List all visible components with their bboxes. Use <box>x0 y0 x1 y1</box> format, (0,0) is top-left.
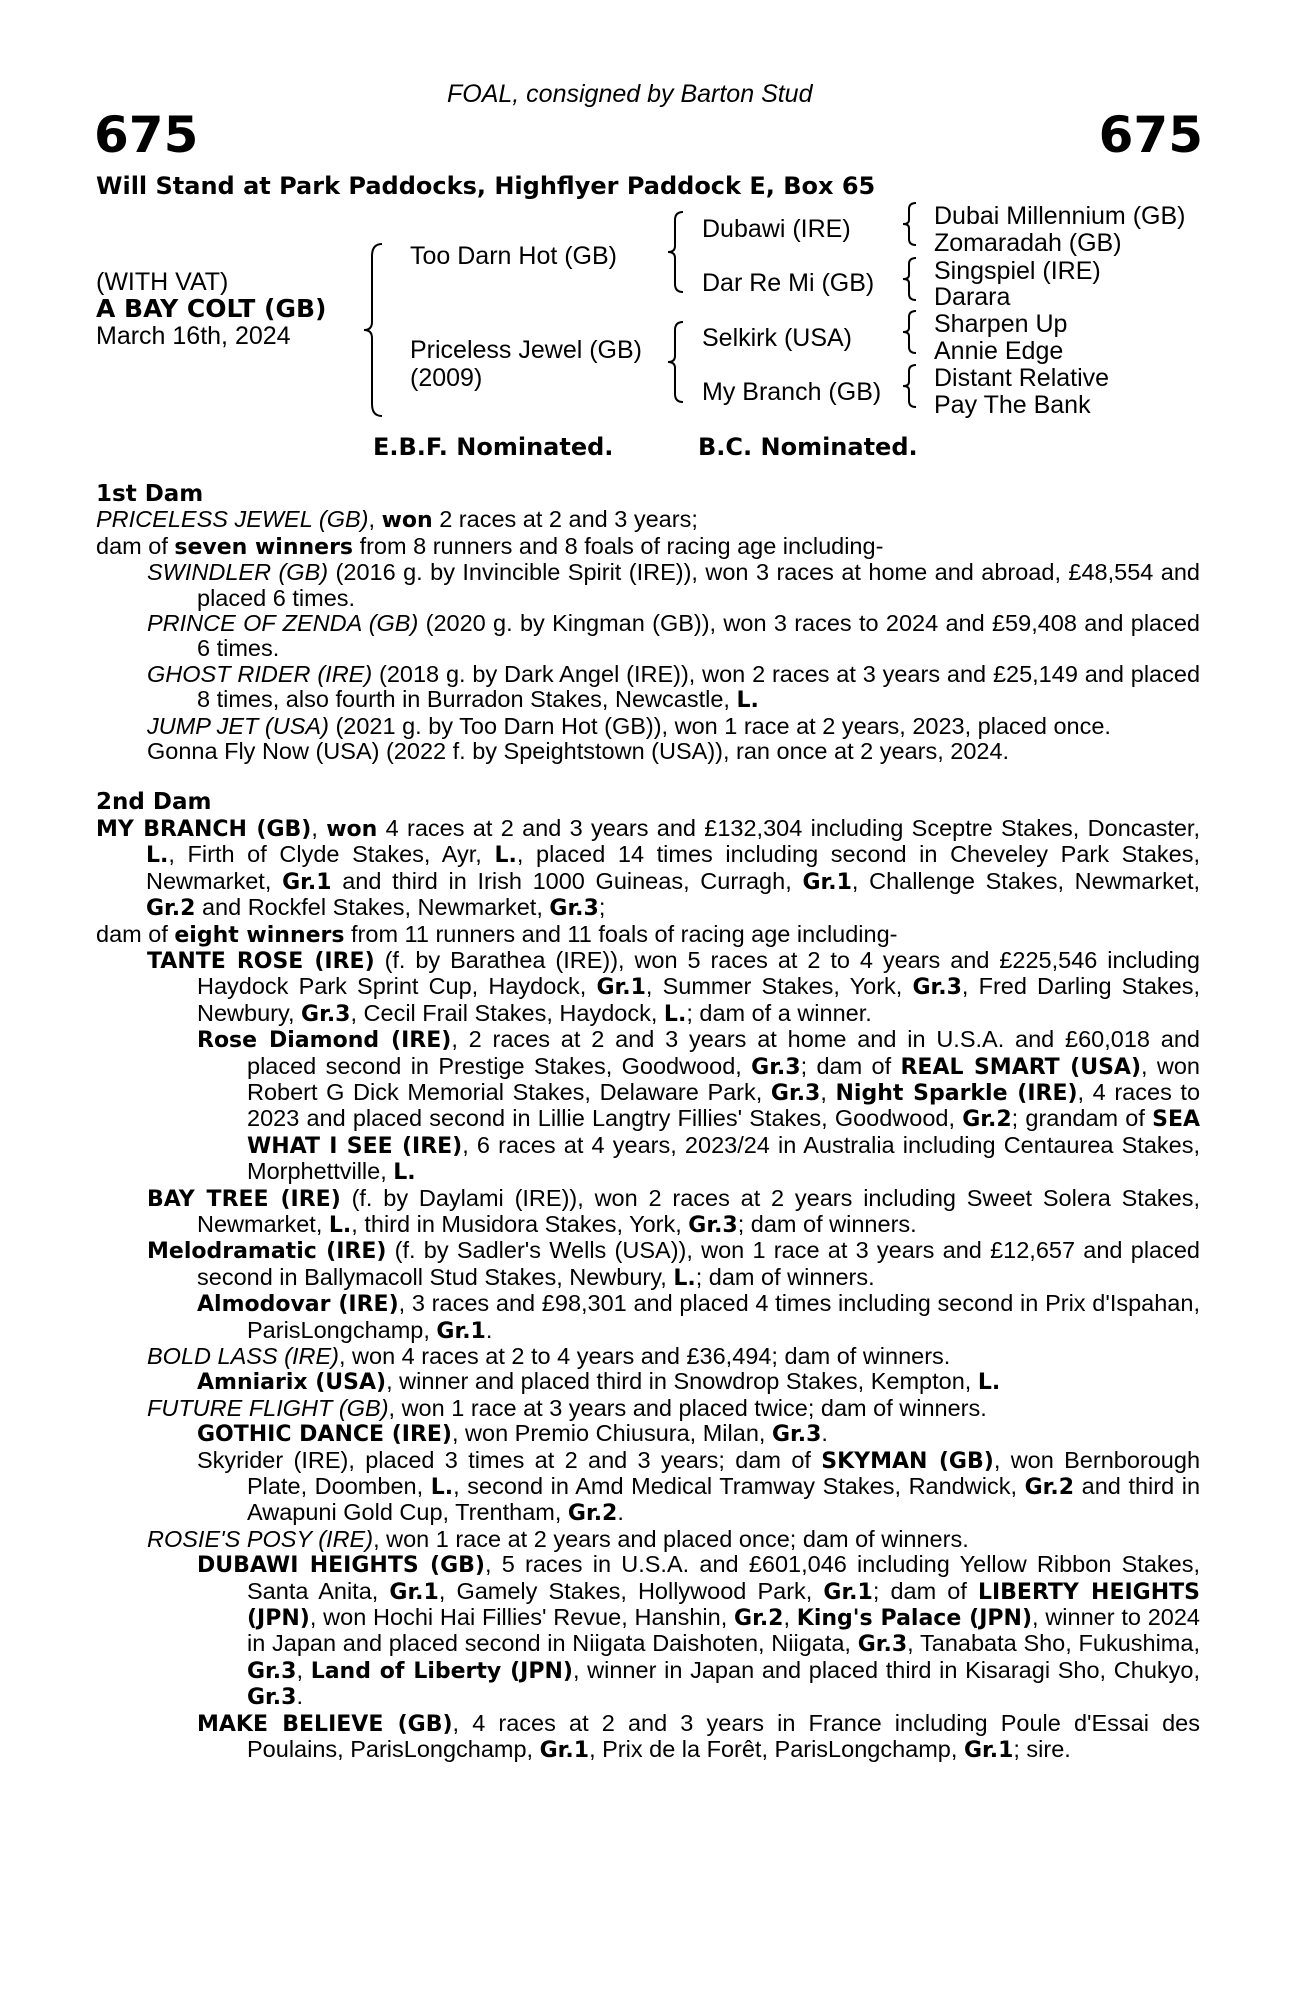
text-fragment: dam of <box>96 532 168 559</box>
consignor-line: FOAL, consigned by Barton Stud <box>447 80 813 108</box>
text-fragment: (2021 g. by Too Darn Hot (GB)), won 1 race at 2 years, 2023, placed once. <box>335 712 1111 739</box>
text-fragment: King's Palace (JPN) <box>796 1606 1033 1632</box>
entry-rosies-posy <box>96 1527 1200 1552</box>
second-dam-line: MY BRANCH (GB), won 4 races at 2 and 3 years and £132,304 including Sceptre Stakes, Doncaster, L., Firth of Clyde Stakes, Ayr, L., placed 14 times including second in Cheveley Park Stakes, Newmarket, Gr.1 and third in Irish 1000 Guineas, Curragh, Gr.1, Challenge Stakes, Newmarket, Gr.2 and Rockfel Stakes, Newmarket, Gr.3; <box>96 814 1201 922</box>
pedigree-bracket-6 <box>900 308 920 356</box>
text-fragment: , <box>783 1604 791 1631</box>
entry-bold-lass <box>96 1344 1200 1369</box>
horse-dob: March 16th, 2024 <box>96 322 291 350</box>
pedigree-dsd: Annie Edge <box>934 337 1064 365</box>
text-fragment: L. <box>494 843 517 869</box>
text-fragment: Night Sparkle (IRE) <box>835 1080 1078 1106</box>
text-fragment: , Firth of Clyde Stakes, Ayr, <box>168 841 482 868</box>
text-fragment: ; dam of <box>800 1052 892 1079</box>
text-fragment: , won Bernborough Plate, Doomben, <box>247 1446 1201 1500</box>
text-fragment: L. <box>663 1001 687 1027</box>
text-fragment: ; dam of <box>872 1577 967 1604</box>
text-fragment: Gr.3 <box>751 1054 801 1080</box>
text-fragment: ; dam of a winner. <box>686 999 872 1026</box>
text-fragment: BAY TREE (IRE) <box>147 1186 341 1212</box>
stand-location: Will Stand at Park Paddocks, Highflyer Paddock E, Box 65 <box>96 172 876 200</box>
text-fragment: Gr.3 <box>247 1685 297 1711</box>
pedigree-dss: Sharpen Up <box>934 310 1068 338</box>
pedigree-bracket-2 <box>665 208 689 298</box>
text-fragment: 4 races at 2 and 3 years and £132,304 including Sceptre Stakes, Doncaster, <box>385 814 1200 841</box>
text-fragment: Land of Liberty (JPN) <box>310 1658 573 1684</box>
entry-melodramatic <box>96 1238 1200 1291</box>
entry-dubawi-heights <box>96 1552 1200 1710</box>
text-fragment: Melodramatic (IRE) <box>147 1239 387 1265</box>
text-fragment: Gr.3 <box>857 1632 908 1658</box>
text-fragment: Gr.3 <box>770 1080 821 1106</box>
text-fragment: Gr.1 <box>436 1318 486 1344</box>
text-fragment: , Tanabata Sho, Fukushima, <box>907 1630 1200 1657</box>
pedigree-bracket-1 <box>360 240 390 420</box>
pedigree-sdd: Darara <box>934 283 1011 311</box>
pedigree-bracket-3 <box>665 318 689 408</box>
text-fragment: Gr.2 <box>962 1107 1012 1133</box>
text-fragment: L. <box>977 1370 1001 1396</box>
entry-skyrider <box>96 1448 1200 1527</box>
text-fragment: MAKE BELIEVE (GB) <box>197 1711 453 1737</box>
text-fragment: , won Robert G Dick Memorial Stakes, Delaware Park, <box>247 1052 1200 1105</box>
text-fragment: SEA WHAT I SEE (IRE) <box>247 1107 1201 1159</box>
text-fragment: ; dam of winners. <box>737 1210 917 1237</box>
text-fragment: (2016 g. by Invincible Spirit (IRE)), won 3 races at home and abroad, £48,554 and placed 6 times. <box>197 559 1201 611</box>
text-fragment: , Gamely Stakes, Hollywood Park, <box>438 1577 813 1604</box>
text-fragment: L. <box>673 1265 696 1291</box>
text-fragment: , won Premio Chiusura, Milan, <box>451 1420 766 1447</box>
first-dam-line: PRICELESS JEWEL (GB), won 2 races at 2 and 3 years; <box>96 506 698 534</box>
text-fragment: Gr.3 <box>247 1658 297 1684</box>
text-fragment: JUMP JET (USA) <box>147 712 329 739</box>
text-fragment: and Rockfel Stakes, Newmarket, <box>201 894 543 921</box>
text-fragment: SKYMAN (GB) <box>821 1448 994 1474</box>
pedigree-dam-year: (2009) <box>410 364 483 392</box>
pedigree-dam-sire: Selkirk (USA) <box>702 324 853 352</box>
bc-nominated: B.C. Nominated. <box>698 433 918 461</box>
second-dam-heading: 2nd Dam <box>96 789 212 816</box>
text-fragment: . <box>485 1316 493 1343</box>
pedigree-sire: Too Darn Hot (GB) <box>410 242 618 270</box>
text-fragment: L. <box>146 843 169 869</box>
text-fragment: (f. by Daylami (IRE)), won 2 races at 2 years including Sweet Solera Stakes, Newmarket, <box>197 1184 1200 1237</box>
text-fragment: , 4 races at 2 and 3 years in France including Poule d'Essai des Poulains, ParisLongchamp, <box>247 1709 1200 1763</box>
text-fragment: eight winners <box>174 922 345 948</box>
text-fragment: , 6 races at 4 years, 2023/24 in Australia including Centaurea Stakes, Morphettville, <box>247 1131 1200 1185</box>
pedigree-dds: Distant Relative <box>934 364 1110 392</box>
first-dam-produce-line <box>96 534 1200 560</box>
pedigree-ssd: Zomaradah (GB) <box>934 229 1122 257</box>
text-fragment: , third in Musidora Stakes, York, <box>351 1210 682 1237</box>
text-fragment: , winner to 2024 in Japan and placed second in Niigata Daishoten, Niigata, <box>247 1604 1200 1657</box>
text-fragment: ; dam of winners. <box>695 1263 875 1290</box>
offspring-ghost-rider <box>96 662 1200 714</box>
text-fragment: , second in Amd Medical Tramway Stakes, Randwick, <box>453 1473 1017 1500</box>
text-fragment: FUTURE FLIGHT (GB) <box>147 1394 389 1421</box>
text-fragment: , 4 races to 2023 and placed second in Lillie Langtry Fillies' Stakes, Goodwood, <box>247 1078 1201 1132</box>
text-fragment: Gr.3 <box>301 1001 351 1027</box>
text-fragment: , Cecil Frail Stakes, Haydock, <box>350 999 658 1026</box>
entry-make-believe <box>96 1711 1200 1764</box>
text-fragment: PRINCE OF ZENDA (GB) <box>147 610 419 637</box>
offspring-gonna-fly-now <box>96 739 1200 764</box>
offspring-prince-of-zenda <box>96 611 1200 662</box>
second-dam-produce-line <box>96 922 1200 948</box>
text-fragment: Gr.1 <box>802 869 852 895</box>
text-fragment: L. <box>328 1212 352 1238</box>
text-fragment: (f. by Sadler's Wells (USA)), won 1 race at 3 years and £12,657 and placed second in Ballymacoll Stud Stakes, Newbury, <box>197 1237 1200 1290</box>
text-fragment: SWINDLER (GB) <box>147 559 329 586</box>
text-fragment: Gr.1 <box>282 869 332 895</box>
text-fragment: from 8 runners and 8 foals of racing age including- <box>359 532 884 559</box>
text-fragment: and third in Irish 1000 Guineas, Curragh, <box>342 867 792 894</box>
pedigree-dam-dam: My Branch (GB) <box>702 378 882 406</box>
pedigree-bracket-5 <box>900 255 920 303</box>
text-fragment: , placed 14 times including second in Cheveley Park Stakes, Newmarket, <box>146 841 1200 894</box>
entry-tante-rose <box>96 948 1200 1027</box>
text-fragment: Almodovar (IRE) <box>197 1292 399 1318</box>
text-fragment: . <box>296 1683 303 1710</box>
text-fragment: , Challenge Stakes, Newmarket, <box>851 867 1201 894</box>
text-fragment: from 11 runners and 11 foals of racing age including- <box>351 920 898 947</box>
text-fragment: , <box>296 1656 303 1683</box>
pedigree-ddd: Pay The Bank <box>934 391 1091 419</box>
entry-bay-tree <box>96 1186 1200 1239</box>
text-fragment: Amniarix (USA) <box>197 1370 387 1396</box>
text-fragment: Gr.2 <box>734 1606 784 1632</box>
offspring-swindler <box>96 560 1200 611</box>
text-fragment: , winner and placed third in Snowdrop Stakes, Kempton, <box>386 1368 972 1395</box>
lot-number-right: 675 <box>1098 106 1203 164</box>
horse-name: A BAY COLT (GB) <box>96 294 327 323</box>
text-fragment: Gr.2 <box>567 1501 618 1527</box>
text-fragment: , Fred Darling Stakes, Newbury, <box>197 973 1201 1026</box>
text-fragment: Gr.1 <box>963 1738 1014 1764</box>
entry-gothic-dance <box>96 1421 1200 1447</box>
text-fragment: , won Hochi Hai Fillies' Revue, Hanshin, <box>309 1604 728 1631</box>
text-fragment: L. <box>393 1160 416 1186</box>
text-fragment: , 2 races at 2 and 3 years at home and in U.S.A. and £60,018 and placed second in Prestige Stakes, Goodwood, <box>247 1026 1200 1079</box>
entry-almodovar <box>96 1291 1200 1344</box>
text-fragment: GOTHIC DANCE (IRE) <box>197 1422 452 1448</box>
lot-number-left: 675 <box>94 106 199 164</box>
text-fragment: won <box>381 508 433 534</box>
entry-rose-diamond <box>96 1027 1200 1185</box>
pedigree-bracket-4 <box>900 200 920 248</box>
pedigree-bracket-7 <box>900 362 920 410</box>
text-fragment: dam of <box>96 920 168 947</box>
text-fragment: won <box>326 816 378 842</box>
text-fragment: BOLD LASS (IRE) <box>147 1343 339 1369</box>
text-fragment: L. <box>736 688 759 714</box>
text-fragment: Gr.3 <box>549 896 599 922</box>
text-fragment: , winner in Japan and placed third in Kisaragi Sho, Chukyo, <box>572 1656 1201 1683</box>
text-fragment: Gr.3 <box>688 1212 738 1238</box>
text-fragment: ; sire. <box>1013 1736 1071 1763</box>
entry-amniarix <box>96 1369 1200 1395</box>
text-fragment: LIBERTY HEIGHTS (JPN) <box>247 1579 1201 1632</box>
text-fragment: Gr.1 <box>389 1579 439 1605</box>
text-fragment: L. <box>430 1475 454 1501</box>
dam-name: PRICELESS JEWEL (GB) <box>96 506 369 533</box>
text-fragment: Gr.1 <box>539 1738 590 1764</box>
text-fragment: (2020 g. by Kingman (GB)), won 3 races to 2024 and £59,408 and placed 6 times. <box>197 610 1201 662</box>
text-fragment: , 3 races and £98,301 and placed 4 times including second in Prix d'Ispahan, ParisLongchamp, <box>247 1290 1200 1343</box>
text-fragment: , 5 races in U.S.A. and £601,046 including Yellow Ribbon Stakes, Santa Anita, <box>247 1551 1200 1604</box>
text-fragment: Skyrider (IRE), placed 3 times at 2 and 3 years; dam of <box>197 1446 811 1473</box>
entry-future-flight <box>96 1396 1200 1421</box>
pedigree-dam: Priceless Jewel (GB) <box>410 336 642 364</box>
text-fragment: ROSIE'S POSY (IRE) <box>147 1525 374 1552</box>
first-dam-heading: 1st Dam <box>96 481 204 507</box>
text-fragment: , won 1 race at 2 years and placed once; dam of winners. <box>373 1525 969 1552</box>
text-fragment: seven winners <box>174 534 354 560</box>
text-fragment: , Summer Stakes, York, <box>645 973 903 1000</box>
text-fragment: DUBAWI HEIGHTS (GB) <box>197 1553 485 1579</box>
vat-note: (WITH VAT) <box>96 268 229 296</box>
text-fragment: ; <box>598 894 606 921</box>
text-fragment: REAL SMART (USA) <box>900 1054 1141 1080</box>
catalogue-body <box>96 482 1200 1764</box>
text-fragment: Gr.2 <box>1024 1475 1075 1501</box>
text-fragment: Gr.1 <box>596 975 646 1001</box>
text-fragment: (2018 g. by Dark Angel (IRE)), won 2 races at 3 years and £25,149 and placed 8 times, also fourth in Burradon Stakes, Newcastle, <box>197 660 1201 713</box>
text-fragment: , <box>820 1078 827 1105</box>
text-fragment: TANTE ROSE (IRE) <box>147 948 375 974</box>
text-fragment: (f. by Barathea (IRE)), won 5 races at 2 to 4 years and £225,546 including Haydock Park Sprint Cup, Haydock, <box>197 946 1201 1000</box>
text-fragment: Gr.2 <box>146 896 196 922</box>
text-fragment: and third in Awapuni Gold Cup, Trentham, <box>247 1473 1201 1526</box>
text-fragment: Gr.1 <box>823 1579 873 1605</box>
text-fragment: , won 1 race at 3 years and placed twice; dam of winners. <box>388 1394 987 1421</box>
text-fragment: ; grandam of <box>1011 1105 1145 1132</box>
text-fragment: , Prix de la Forêt, ParisLongchamp, <box>589 1736 958 1763</box>
pedigree-sss: Dubai Millennium (GB) <box>934 202 1186 230</box>
text-fragment: . <box>821 1420 828 1447</box>
text-fragment: Gr.3 <box>912 975 962 1001</box>
text-fragment: . <box>617 1499 624 1526</box>
text-fragment: Rose Diamond (IRE) <box>197 1028 452 1054</box>
text-fragment: 2 races at 2 and 3 years; <box>439 506 698 533</box>
offspring-jump-jet <box>96 714 1200 739</box>
text-fragment: MY BRANCH (GB) <box>96 816 312 842</box>
pedigree-sds: Singspiel (IRE) <box>934 257 1101 285</box>
ebf-nominated: E.B.F. Nominated. <box>373 433 614 461</box>
pedigree-sire-sire: Dubawi (IRE) <box>702 215 851 243</box>
pedigree-sire-dam: Dar Re Mi (GB) <box>702 269 875 297</box>
text-fragment: Gr.3 <box>771 1422 822 1448</box>
text-fragment: Gonna Fly Now (USA) (2022 f. by Speightstown (USA)), ran once at 2 years, 2024. <box>147 738 1010 765</box>
text-fragment: , won 4 races at 2 to 4 years and £36,494; dam of winners. <box>338 1343 951 1369</box>
text-fragment: GHOST RIDER (IRE) <box>147 660 373 687</box>
